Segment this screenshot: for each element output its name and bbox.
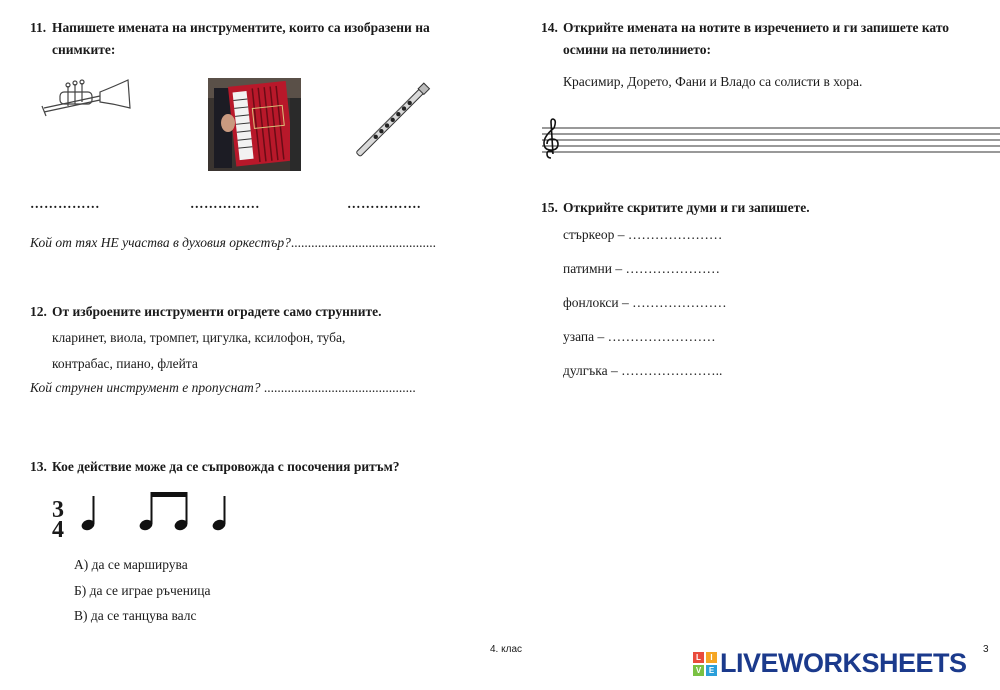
q11-title-line2: снимките:	[52, 42, 116, 57]
q15-blank-2[interactable]: …………………	[625, 261, 720, 276]
q13-option-c[interactable]: В) да се танцува валс	[74, 608, 197, 623]
eighth-notes-beamed	[139, 492, 188, 531]
q15-word-4: узапа –	[563, 329, 605, 344]
q12-list-line1[interactable]: кларинет, виола, тромпет, цигулка, ксилофон, туба,	[52, 330, 346, 345]
q12-number: 12.	[30, 304, 47, 319]
logo-letter-e: E	[706, 665, 717, 676]
q13-number: 13.	[30, 459, 47, 474]
time-sig-top: 3	[52, 497, 64, 523]
q12-title	[30, 301, 381, 323]
accordion-image	[208, 78, 301, 171]
quarter-note-2	[212, 496, 226, 531]
quarter-note-1	[81, 496, 95, 531]
time-signature	[48, 497, 68, 543]
q12-question-text: Кой струнен инструмент е пропуснат?	[30, 380, 261, 395]
q14-sentence: Красимир, Дорето, Фани и Владо са солисти в хора.	[563, 74, 863, 89]
flute-image	[350, 78, 435, 166]
q15-blank-4[interactable]: ……………………	[607, 329, 716, 344]
q11-number: 11.	[30, 20, 47, 35]
q11-question	[30, 235, 436, 251]
q15-number: 15.	[541, 200, 558, 215]
q11-blank-1[interactable]: ……………	[30, 196, 100, 211]
q14-title-line1: Открийте имената на нотите в изречението и ги запишете като	[563, 20, 950, 35]
q15-item-5	[563, 361, 722, 381]
q15-word-1: стъркеор –	[563, 227, 625, 242]
liveworksheets-brand[interactable]: LIVEWORKSHEETS	[720, 648, 967, 678]
q15-word-3: фонлокси –	[563, 295, 629, 310]
q12-question	[30, 380, 416, 396]
q15-blank-3[interactable]: …………………	[632, 295, 727, 310]
music-staff[interactable]	[538, 118, 1000, 160]
q15-item-2	[563, 259, 720, 279]
q14-title	[541, 17, 997, 61]
q11-blank-2[interactable]: ……………	[190, 196, 260, 211]
q14-title-line2: осмини на петолинието:	[563, 42, 711, 57]
q12-question-blank[interactable]: .............................................	[263, 380, 416, 395]
liveworksheets-logo-icon	[693, 652, 717, 676]
q12-list-line2[interactable]: контрабас, пиано, флейта	[52, 356, 198, 371]
q11-title	[30, 17, 500, 61]
q15-title	[541, 197, 810, 219]
grade-label: 4. клас	[490, 644, 523, 655]
trumpet-image	[40, 78, 135, 123]
q15-word-5: дулгъка –	[563, 363, 618, 378]
logo-letter-i: I	[706, 652, 717, 663]
q11-title-line1: Напишете имената на инструментите, които са изобразени на	[52, 20, 430, 35]
q14-number: 14.	[541, 20, 558, 35]
rhythm-notes	[78, 488, 238, 534]
page-number: 3	[983, 644, 989, 655]
q15-blank-1[interactable]: …………………	[627, 227, 723, 242]
q11-question-blank[interactable]: ...........................................	[290, 235, 436, 250]
q11-blank-3[interactable]: …………….	[347, 196, 421, 211]
q15-word-2: патимни –	[563, 261, 623, 276]
time-sig-bottom: 4	[52, 517, 64, 543]
logo-letter-l: L	[693, 652, 704, 663]
q12-title-text: От изброените инструменти оградете само струнните.	[52, 304, 382, 319]
q15-item-4	[563, 327, 716, 347]
q15-item-3	[563, 293, 727, 313]
q11-question-text: Кой от тях НЕ участва в духовия оркестър?	[30, 235, 291, 250]
q13-option-a[interactable]: А) да се марширува	[74, 557, 188, 572]
q13-option-b[interactable]: Б) да се играе ръченица	[74, 583, 211, 598]
q15-title-text: Открийте скритите думи и ги запишете.	[563, 200, 810, 215]
logo-letter-v: V	[693, 665, 704, 676]
q13-title-text: Кое действие може да се съпровожда с посочения ритъм?	[52, 459, 400, 474]
q15-blank-5[interactable]: …………………..	[621, 363, 723, 378]
q13-title	[30, 456, 400, 478]
q15-item-1	[563, 225, 722, 245]
